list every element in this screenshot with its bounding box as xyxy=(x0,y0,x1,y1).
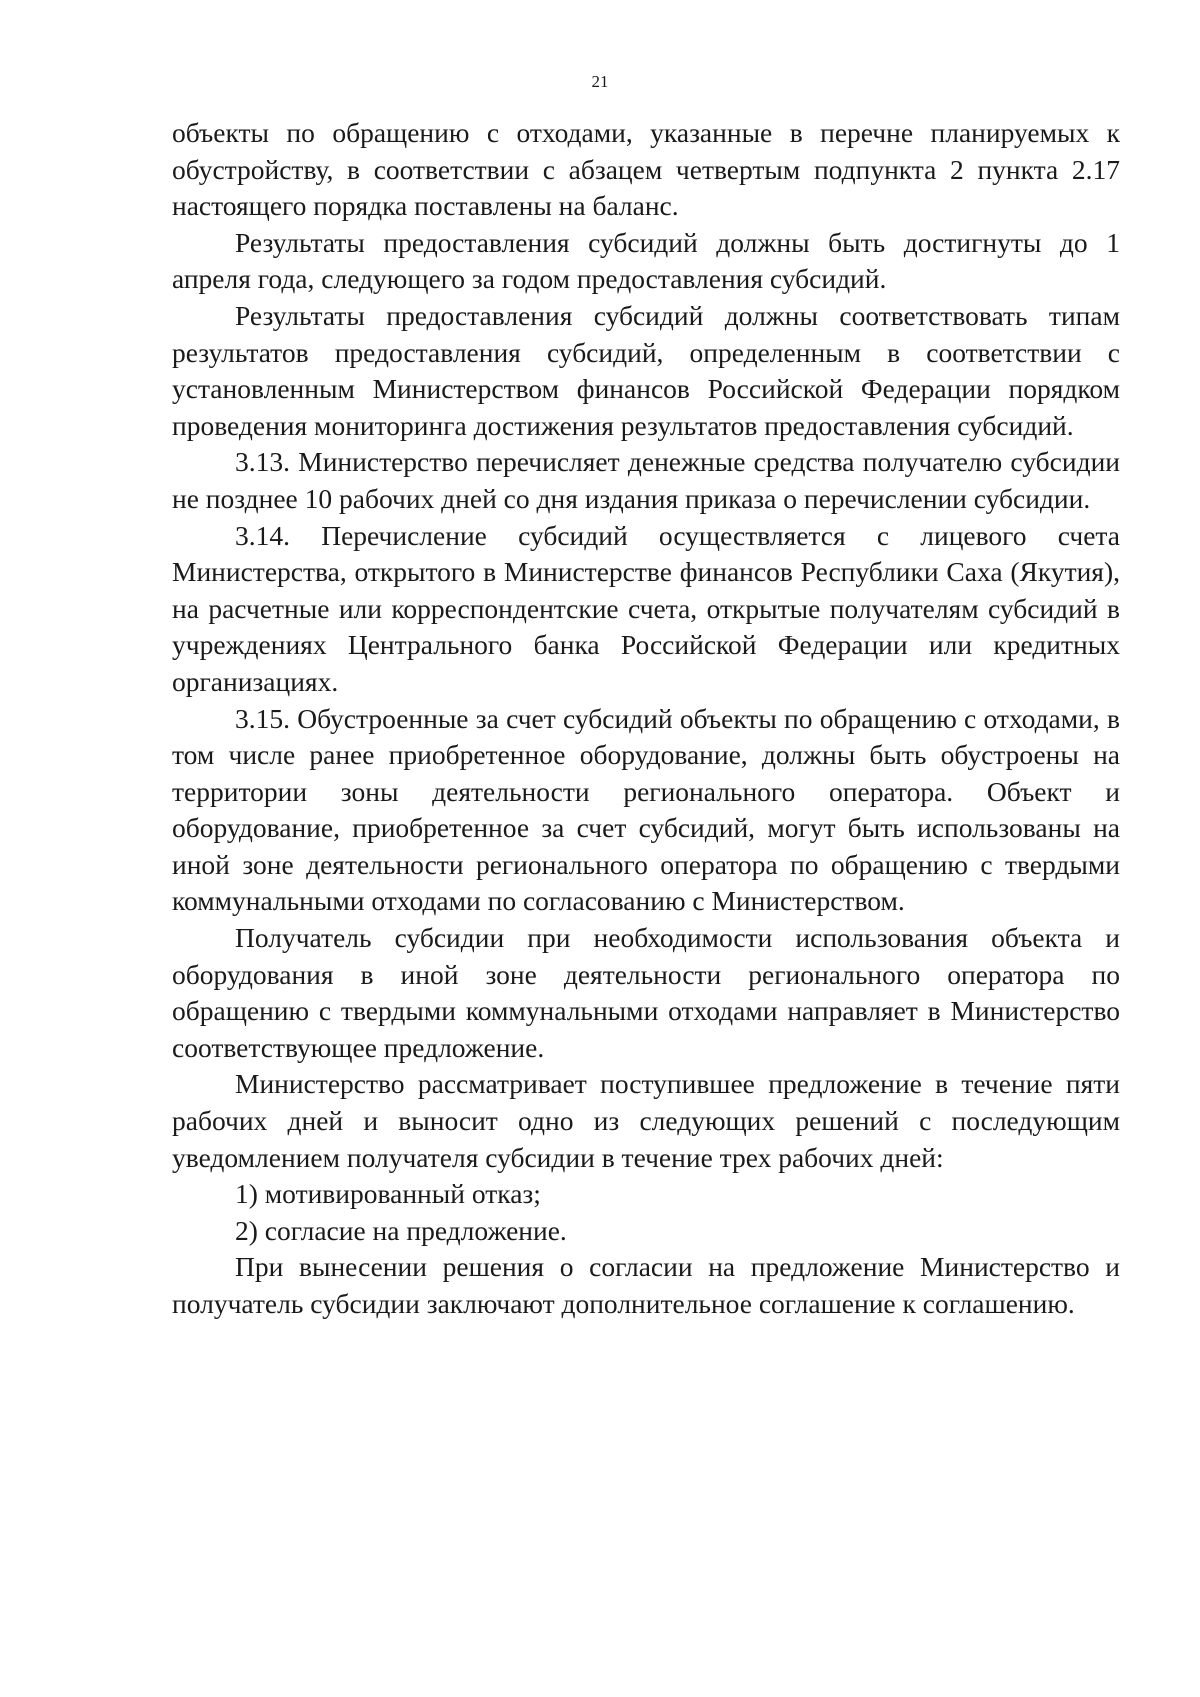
document-body xyxy=(172,115,1120,1323)
paragraph-results-types: Результаты предоставления субсидий должны соответствовать типам результатов предоставления субсидий, определенным в соответствии с установленным Министерством финансов Российской Федерации порядком проведения мониторинга достижения результатов предоставления субсидий. xyxy=(172,299,1120,441)
paragraph-3-13: 3.13. Министерство перечисляет денежные средства получателю субсидии не позднее 10 рабочих дней со дня издания приказа о перечислении субсидии. xyxy=(172,446,1120,514)
page-number: 21 xyxy=(591,72,609,91)
paragraph-continuation: объекты по обращению с отходами, указанные в перечне планируемых к обустройству, в соответствии с абзацем четвертым подпункта 2 пункта 2.17 настоящего порядка поставлены на баланс. xyxy=(172,117,1120,222)
paragraph-3-14: 3.14. Перечисление субсидий осуществляется с лицевого счета Министерства, открытого в Министерстве финансов Республики Саха (Якутия), на расчетные или корреспондентские счета, открытые получателям субсидий в учреждениях Центрального банка Российской Федерации или кредитных организациях. xyxy=(172,519,1120,697)
paragraph-results-deadline: Результаты предоставления субсидий должны быть достигнуты до 1 апреля года, следующего за годом предоставления субсидий. xyxy=(172,226,1120,295)
paragraph-3-15: 3.15. Обустроенные за счет субсидий объекты по обращению с отходами, в том числе ранее приобретенное оборудование, должны быть обустроены на территории зоны деятельности регионального оператора. Объект и оборудование, приобретенное за счет субсидий, могут быть использованы на иной зоне деятельности регионального оператора по обращению с твердыми коммунальными отходами по согласованию с Министерством. xyxy=(172,702,1120,917)
paragraph-ministry-review: Министерство рассматривает поступившее предложение в течение пяти рабочих дней и выносит одно из следующих решений с последующим уведомлением получателя субсидии в течение трех рабочих дней: xyxy=(172,1068,1120,1173)
list-item-consent: 2) согласие на предложение. xyxy=(235,1214,567,1246)
paragraph-recipient-proposal: Получатель субсидии при необходимости использования объекта и оборудования в иной зоне деятельности регионального оператора по обращению с твердыми коммунальными отходами направляет в Министерство соответствующее предложение. xyxy=(172,922,1120,1063)
paragraph-additional-agreement: При вынесении решения о согласии на предложение Министерство и получатель субсидии заключают дополнительное соглашение к соглашению. xyxy=(172,1251,1120,1319)
list-item-refusal: 1) мотивированный отказ; xyxy=(235,1178,541,1210)
